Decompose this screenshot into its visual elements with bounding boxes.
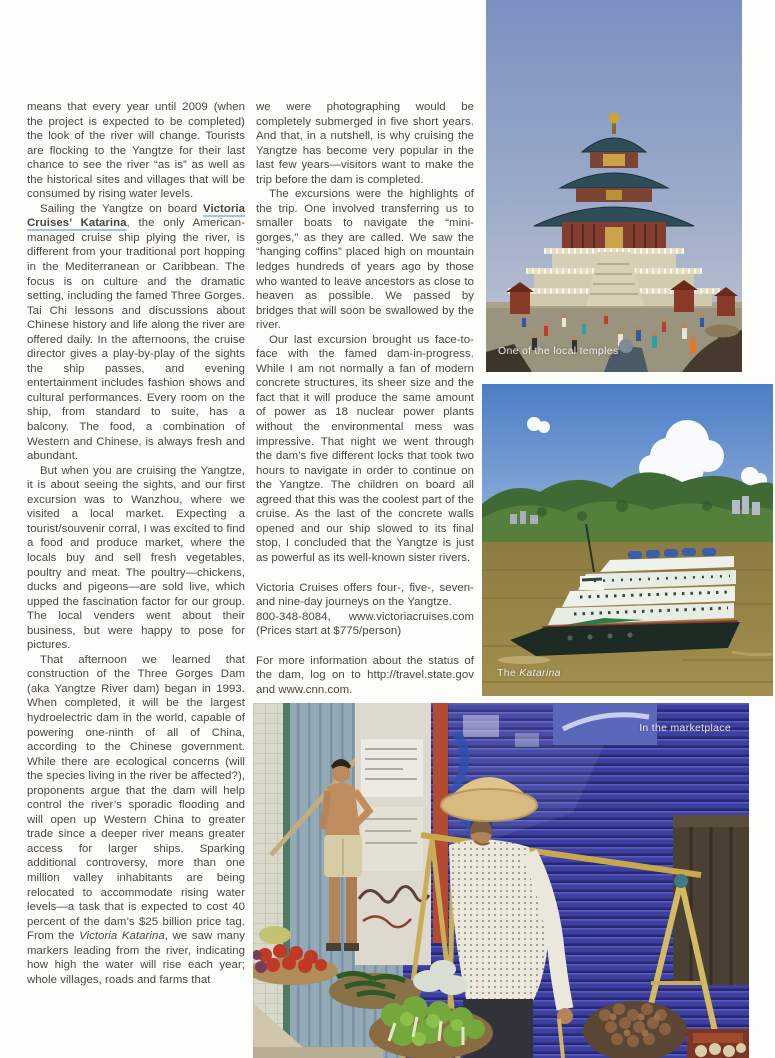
contact-line [256,610,474,625]
price-note: (Prices start at $775/person) [256,625,402,638]
cruise-info-block [256,581,474,639]
dam-info-block [256,654,474,698]
paragraph-text: That afternoon we learned that construction of the Three Gorges Dam (aka Yangtze River dam) began in 1993. When completed, it will be the largest hydroelectric dam in the world, capable of powering one-ninth of all of China, according to the Chinese government. While there are ecological concerns (will the species living in the river be affected?), proponents argue that the dam will help control the river’s sporadic flooding and will open up Western China to greater trade since a deeper river means greater access for larger ships. Sparking additional controversy, more than one million valley inhabitants are being relocated to accommodate rising water levels—a task that is expected to cost 40 percent of the dam’s $25 billion price tag. From the [27,653,245,943]
market-illustration [253,703,749,1058]
dam-status-text: For more information about the status of the dam, log on to http://travel.state.gov and www.cnn.com. [256,654,474,696]
ship-photo [482,384,773,696]
website-url: www.victoriacruises.com [348,610,474,623]
paragraph-text: Sailing the Yangtze on board [40,202,204,215]
market-caption: In the marketplace [639,722,731,734]
paragraph: But when you are cruising the Yangtze, it is about seeing the sights, and our first excursion was to Wanzhou, where we visited a local market. Expecting a tourist/souvenir corral, I was excited to find a food and produce market, where the locals buy and sell fresh vegetables, poultry and meat. The poultry—chickens, ducks and pigeons—are sold live, which upped the fascination factor for our group. The local venders went about their business, but were happy to pose for pictures. [27,464,245,652]
paragraph [27,202,245,464]
ship-caption [497,667,561,679]
paragraph: means that every year until 2009 (when the project is expected to be completed) the look of the river will change. Tourists are flocking to the Yangtze for their last chance to see the river “as is” as well as the historical sites and villages that will be consumed by rising water levels. [27,101,245,201]
paragraph-text: , the only American-managed cruise ship plying the river, is different from your traditional port hopping in the Mediterranean or Caribbean. The focus is on culture and the dramatic setting, including the famed Three Gorges. Tai Chi lessons and discussions about Chinese history and life along the river are offered daily. In the afternoons, the cruise director gives a play-by-play of the sights the ship passes, and evening entertainment includes fashion shows and cultural performances. Every room on the ship, from standard to suite, has a balcony. The food, a combination of Western and Chinese, is always fresh and abundant. [27,217,245,463]
ship-caption-name: Katarina [519,667,561,679]
ship-illustration [482,384,773,696]
paragraph: The excursions were the highlights of the trip. One involved transferring us to smaller boats to navigate the “mini-gorges,” as they are called. We saw the “hanging coffins” placed high on mountain ledges hundreds of years ago by those who wanted to leave ancestors as close to heaven as possible. We passed by bridges that will soon be swallowed by the river. [256,188,474,332]
cruise-offer-text: Victoria Cruises offers four-, five-, seven- and nine-day journeys on the Yangtze. [256,581,474,609]
paragraph [27,653,245,988]
text-column-right [256,100,474,697]
phone-number: 800-348-8084, [256,610,331,623]
brand-name: Victoria Cruises’ Katarina [27,202,245,230]
paragraph: Our last excursion brought us face-to-face with the famed dam-in-progress. While I am not normally a fan of modern concrete structures, its sheer size and the fact that it will produce the same amount of power as 18 nuclear power plants without the environmental mess was impressive. That night we went through the dam’s five different locks that took two hours to navigate in order to continue on the Yangtze. The children on board all agreed that this was the coolest part of the cruise. As the last of the concrete walls opened and our ship slowed to its final stop, I concluded that the Yangtze is just as powerful as its well-known sister rivers. [256,333,474,564]
market-photo [253,703,749,1058]
temple-caption: One of the local temples [498,345,619,357]
ship-name: Victoria Katarina [79,930,165,943]
temple-illustration [486,0,742,372]
ship-wake [498,656,550,664]
temple-photo [486,0,742,372]
green-pipe [283,703,290,1058]
paragraph: we were photographing would be completely submerged in five short years. And that, in a nutshell, is why cruising the Yangtze has become very popular in the last few years—visitors want to make the trip before the dam is completed. [256,101,474,186]
text-column-left [27,100,245,987]
ship-caption-lead: The [497,667,520,679]
paragraph-text: , we saw many markers leading from the river, indicating how high the water will rise each year; whole villages, roads and farms that [27,930,245,986]
